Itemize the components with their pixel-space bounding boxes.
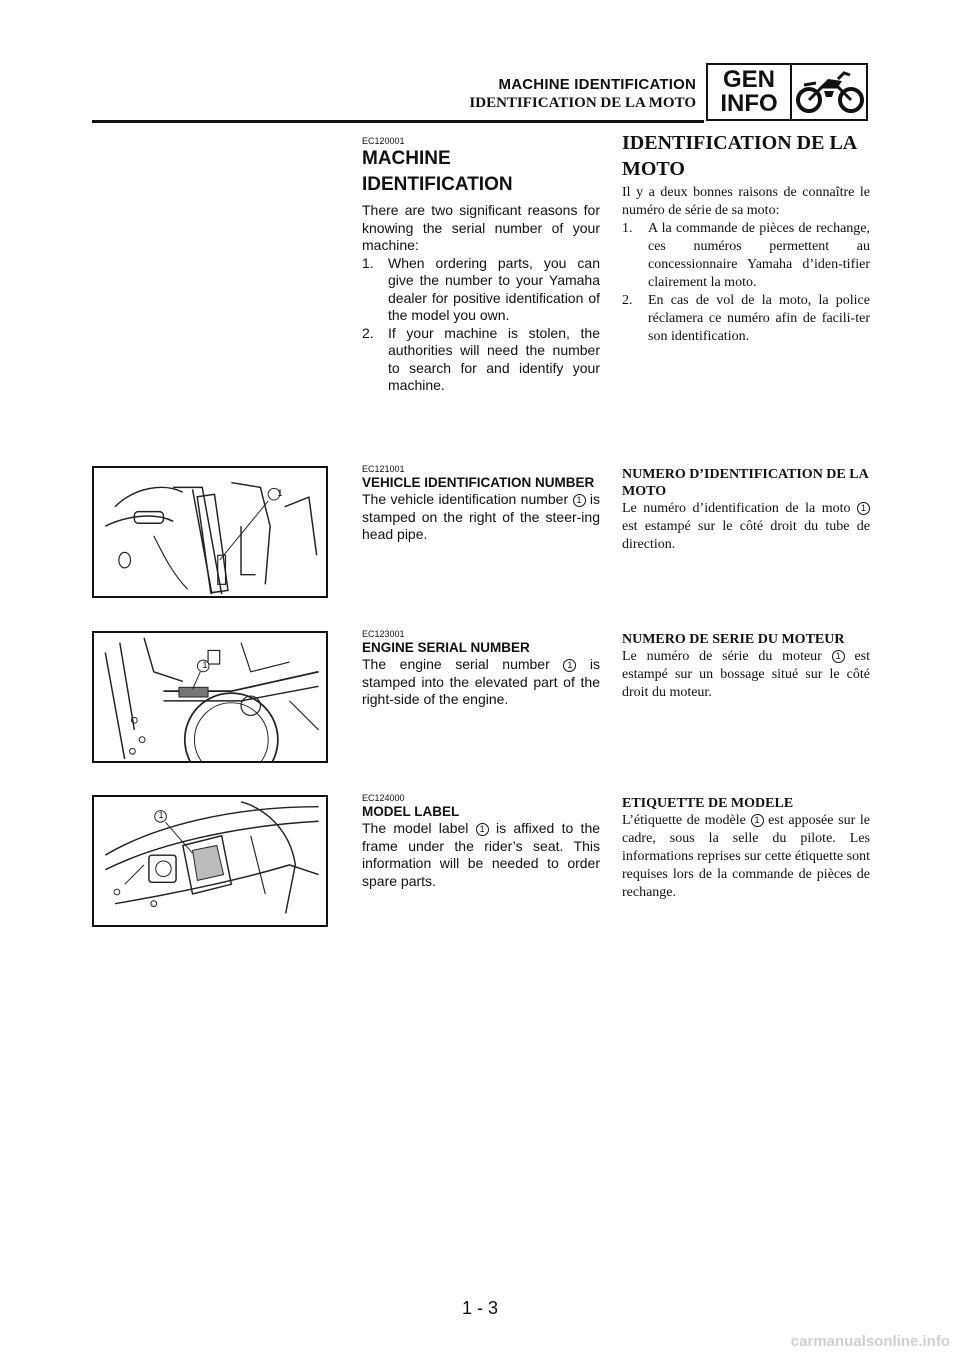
list-item bbox=[622, 220, 870, 292]
list-number: 1. bbox=[362, 254, 374, 271]
callout-label: 1 bbox=[202, 660, 208, 670]
section-code: EC120001 bbox=[362, 136, 405, 146]
section-title: ENGINE SERIAL NUMBER bbox=[362, 640, 530, 655]
section-title-line2: IDENTIFICATION bbox=[362, 174, 513, 195]
reasons-list bbox=[362, 255, 600, 395]
header-rule bbox=[92, 120, 704, 123]
callout-1-icon: 1 bbox=[857, 502, 870, 515]
section-text-fr bbox=[622, 500, 870, 554]
badge-line-gen: GEN bbox=[722, 66, 775, 93]
motorcycle-icon bbox=[794, 67, 866, 117]
list-number: 2. bbox=[622, 293, 633, 308]
section-text-fr bbox=[622, 648, 870, 702]
gen-info-badge bbox=[706, 63, 868, 121]
section-title-fr-line2: MOTO bbox=[622, 158, 685, 180]
seat-frame-illustration bbox=[94, 797, 326, 925]
model-label-section-fr bbox=[622, 795, 870, 902]
text-part-a: The model label bbox=[362, 820, 469, 836]
list-text: A la commande de pièces de rechange, ces numéros permettent au concessionnaire Yamaha d’iden-tifier clairement la moto. bbox=[648, 221, 870, 290]
text-part-a: Le numéro d’identification de la moto bbox=[622, 501, 851, 516]
machine-identification-fr bbox=[622, 130, 870, 346]
text-part-a: Le numéro de série du moteur bbox=[622, 649, 822, 664]
text-part-a: The vehicle identification number bbox=[362, 491, 569, 507]
callout-1-icon: 1 bbox=[573, 494, 586, 507]
figure-engine bbox=[92, 631, 328, 763]
watermark: carmanualsonline.info bbox=[790, 1333, 950, 1350]
text-part-b: is stamped on the right of the steer-ing head pipe. bbox=[362, 491, 600, 542]
section-text bbox=[362, 656, 600, 709]
model-label-section-en bbox=[362, 793, 600, 890]
section-title: MODEL LABEL bbox=[362, 804, 460, 819]
steering-head-illustration bbox=[94, 468, 326, 596]
section-title-fr: NUMERO DE SERIE DU MOTEUR bbox=[622, 632, 845, 647]
engine-serial-section-en bbox=[362, 629, 600, 709]
section-title: VEHICLE IDENTIFICATION NUMBER bbox=[362, 475, 595, 490]
callout-1-icon: 1 bbox=[751, 814, 764, 827]
engine-serial-section-fr bbox=[622, 631, 870, 702]
text-part-b: est estampé sur un bossage situé sur le côté droit du moteur. bbox=[622, 649, 871, 700]
callout-1-icon: 1 bbox=[476, 823, 489, 836]
list-text: When ordering parts, you can give the number to your Yamaha dealer for positive identification of the model you own. bbox=[388, 254, 600, 323]
engine-illustration bbox=[94, 633, 326, 761]
text-part-b: is stamped into the elevated part of the right-side of the engine. bbox=[362, 656, 601, 707]
list-item bbox=[622, 292, 870, 346]
list-text: If your machine is stolen, the authorities will need the number to search for and identify your machine. bbox=[388, 324, 600, 393]
section-title-fr: ETIQUETTE DE MODELE bbox=[622, 796, 794, 811]
text-part-a: The engine serial number bbox=[362, 656, 550, 672]
callout-1-icon: 1 bbox=[832, 650, 845, 663]
section-code: EC121001 bbox=[362, 464, 405, 474]
header-subtitle: IDENTIFICATION DE LA MOTO bbox=[469, 95, 696, 111]
section-title: MACHINE bbox=[362, 148, 451, 169]
header-title: MACHINE IDENTIFICATION bbox=[498, 76, 696, 93]
intro-text: There are two significant reasons for knowing the serial number of your machine: bbox=[362, 202, 600, 253]
text-part-b: est apposée sur le cadre, sous la selle du pilote. Les informations reprises sur cette étiquette sont requises lors de la commande de pièces de rechange. bbox=[622, 813, 870, 900]
vin-section-fr bbox=[622, 466, 870, 554]
section-title-fr: NUMERO D’IDENTIFICATION DE LA MOTO bbox=[622, 467, 868, 499]
figure-steering-head bbox=[92, 466, 328, 598]
list-item bbox=[362, 325, 600, 395]
section-text bbox=[362, 491, 600, 544]
list-number: 2. bbox=[362, 324, 374, 341]
reasons-list-fr bbox=[622, 220, 870, 346]
list-number: 1. bbox=[622, 221, 633, 236]
figure-model-label bbox=[92, 795, 328, 927]
text-part-a: L’étiquette de modèle bbox=[622, 813, 746, 828]
vin-section-en bbox=[362, 464, 600, 544]
section-title-fr: IDENTIFICATION DE LA bbox=[622, 132, 858, 154]
list-text: En cas de vol de la moto, la police réclamera ce numéro afin de facili-ter son identification. bbox=[648, 293, 870, 344]
section-text bbox=[362, 820, 600, 890]
callout-label: 1 bbox=[158, 810, 164, 820]
gen-info-label bbox=[708, 65, 792, 119]
callout-1-icon: 1 bbox=[563, 659, 576, 672]
text-part-b: est estampé sur le côté droit du tube de direction. bbox=[622, 519, 870, 552]
machine-identification-en bbox=[362, 136, 600, 395]
badge-line-info: INFO bbox=[720, 90, 778, 117]
section-code: EC123001 bbox=[362, 629, 405, 639]
section-code: EC124000 bbox=[362, 793, 405, 803]
callout-label: 1 bbox=[277, 488, 283, 498]
intro-text-fr: Il y a deux bonnes raisons de connaître le numéro de série de sa moto: bbox=[622, 185, 870, 218]
section-text-fr bbox=[622, 812, 870, 902]
text-part-b: is affixed to the frame under the rider’s seat. This information will be needed to order spare parts. bbox=[362, 820, 601, 889]
page-number: 1 - 3 bbox=[461, 1298, 499, 1318]
list-item bbox=[362, 255, 600, 325]
